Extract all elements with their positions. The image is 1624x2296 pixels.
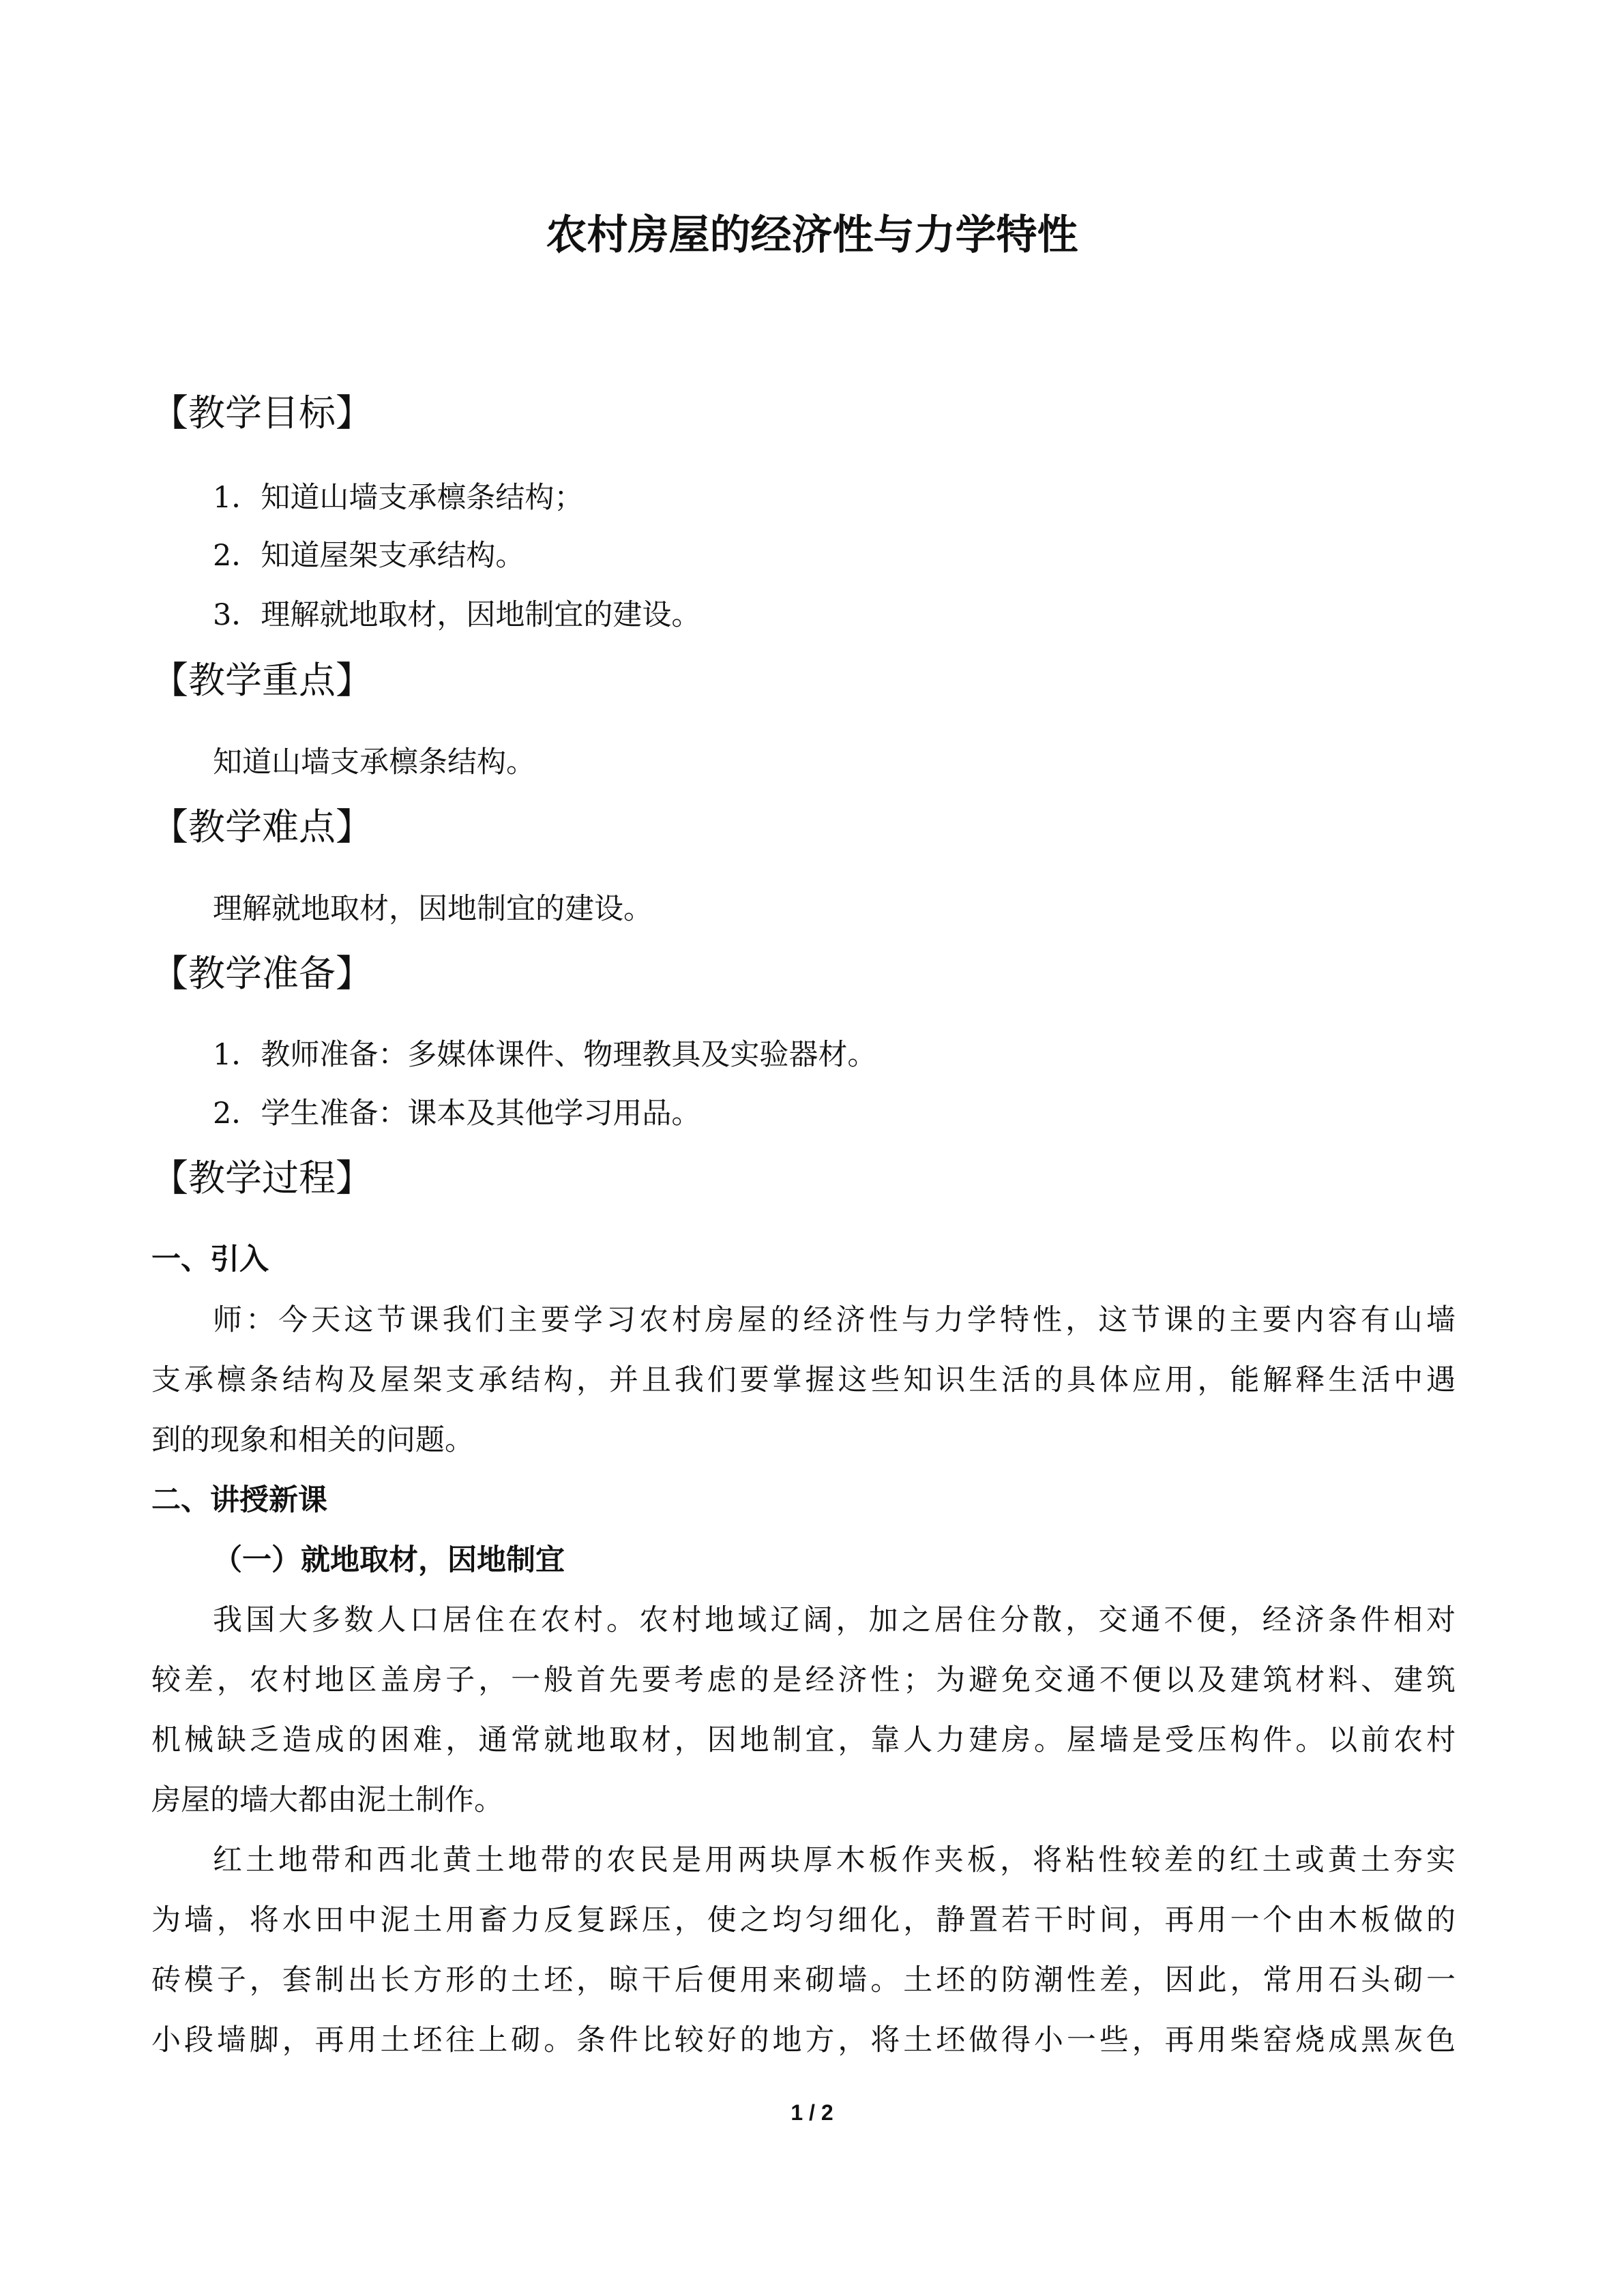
part1-title: 一、引入: [151, 1242, 269, 1277]
objective-item-1: 1．知道山墙支承檩条结构；: [213, 481, 584, 515]
para1-line-3: 机械缺乏造成的困难，通常就地取材，因地制宜，靠人力建房。屋墙是受压构件。以前农村: [151, 1723, 1456, 1757]
part1-line-2: 支承檩条结构及屋架支承结构，并且我们要掌握这些知识生活的具体应用，能解释生活中遇: [151, 1363, 1456, 1397]
para2-line-3: 砖模子，套制出长方形的土坯，晾干后便用来砌墙。土坯的防潮性差，因此，常用石头砌一: [151, 1963, 1456, 1997]
page-title: 农村房屋的经济性与力学特性: [546, 211, 1078, 259]
para1-line-2: 较差，农村地区盖房子，一般首先要考虑的是经济性；为避免交通不便以及建筑材料、建筑: [151, 1663, 1456, 1697]
para2-line-4: 小段墙脚，再用土坯往上砌。条件比较好的地方，将土坯做得小一些，再用柴窑烧成黑灰色: [151, 2023, 1456, 2057]
heading-objectives: 【教学目标】: [151, 391, 372, 434]
heading-process: 【教学过程】: [151, 1157, 372, 1199]
preparation-item-1: 1．教师准备：多媒体课件、物理教具及实验器材。: [213, 1038, 877, 1072]
subsection-title: （一）就地取材，因地制宜: [213, 1543, 565, 1577]
part2-title: 二、讲授新课: [151, 1483, 327, 1517]
preparation-item-2: 2．学生准备：课本及其他学习用品。: [213, 1097, 701, 1131]
heading-key-points: 【教学重点】: [151, 659, 372, 702]
heading-preparation: 【教学准备】: [151, 952, 372, 995]
heading-difficulties: 【教学难点】: [151, 805, 372, 848]
page-number: 1 / 2: [791, 2100, 833, 2125]
para1-line-1: 我国大多数人口居住在农村。农村地域辽阔，加之居住分散，交通不便，经济条件相对: [213, 1603, 1456, 1637]
part1-line-3: 到的现象和相关的问题。: [151, 1423, 474, 1457]
key-points-text: 知道山墙支承檩条结构。: [213, 745, 535, 779]
objective-item-2: 2．知道屋架支承结构。: [213, 539, 525, 573]
para1-line-4: 房屋的墙大都由泥土制作。: [151, 1783, 503, 1817]
para2-line-2: 为墙，将水田中泥土用畜力反复踩压，使之均匀细化，静置若干时间，再用一个由木板做的: [151, 1903, 1456, 1937]
difficulties-text: 理解就地取材，因地制宜的建设。: [213, 892, 653, 926]
para2-line-1: 红土地带和西北黄土地带的农民是用两块厚木板作夹板，将粘性较差的红土或黄土夯实: [213, 1843, 1456, 1877]
part1-line-1: 师：今天这节课我们主要学习农村房屋的经济性与力学特性，这节课的主要内容有山墙: [213, 1303, 1456, 1337]
objective-item-3: 3．理解就地取材，因地制宜的建设。: [213, 598, 701, 632]
